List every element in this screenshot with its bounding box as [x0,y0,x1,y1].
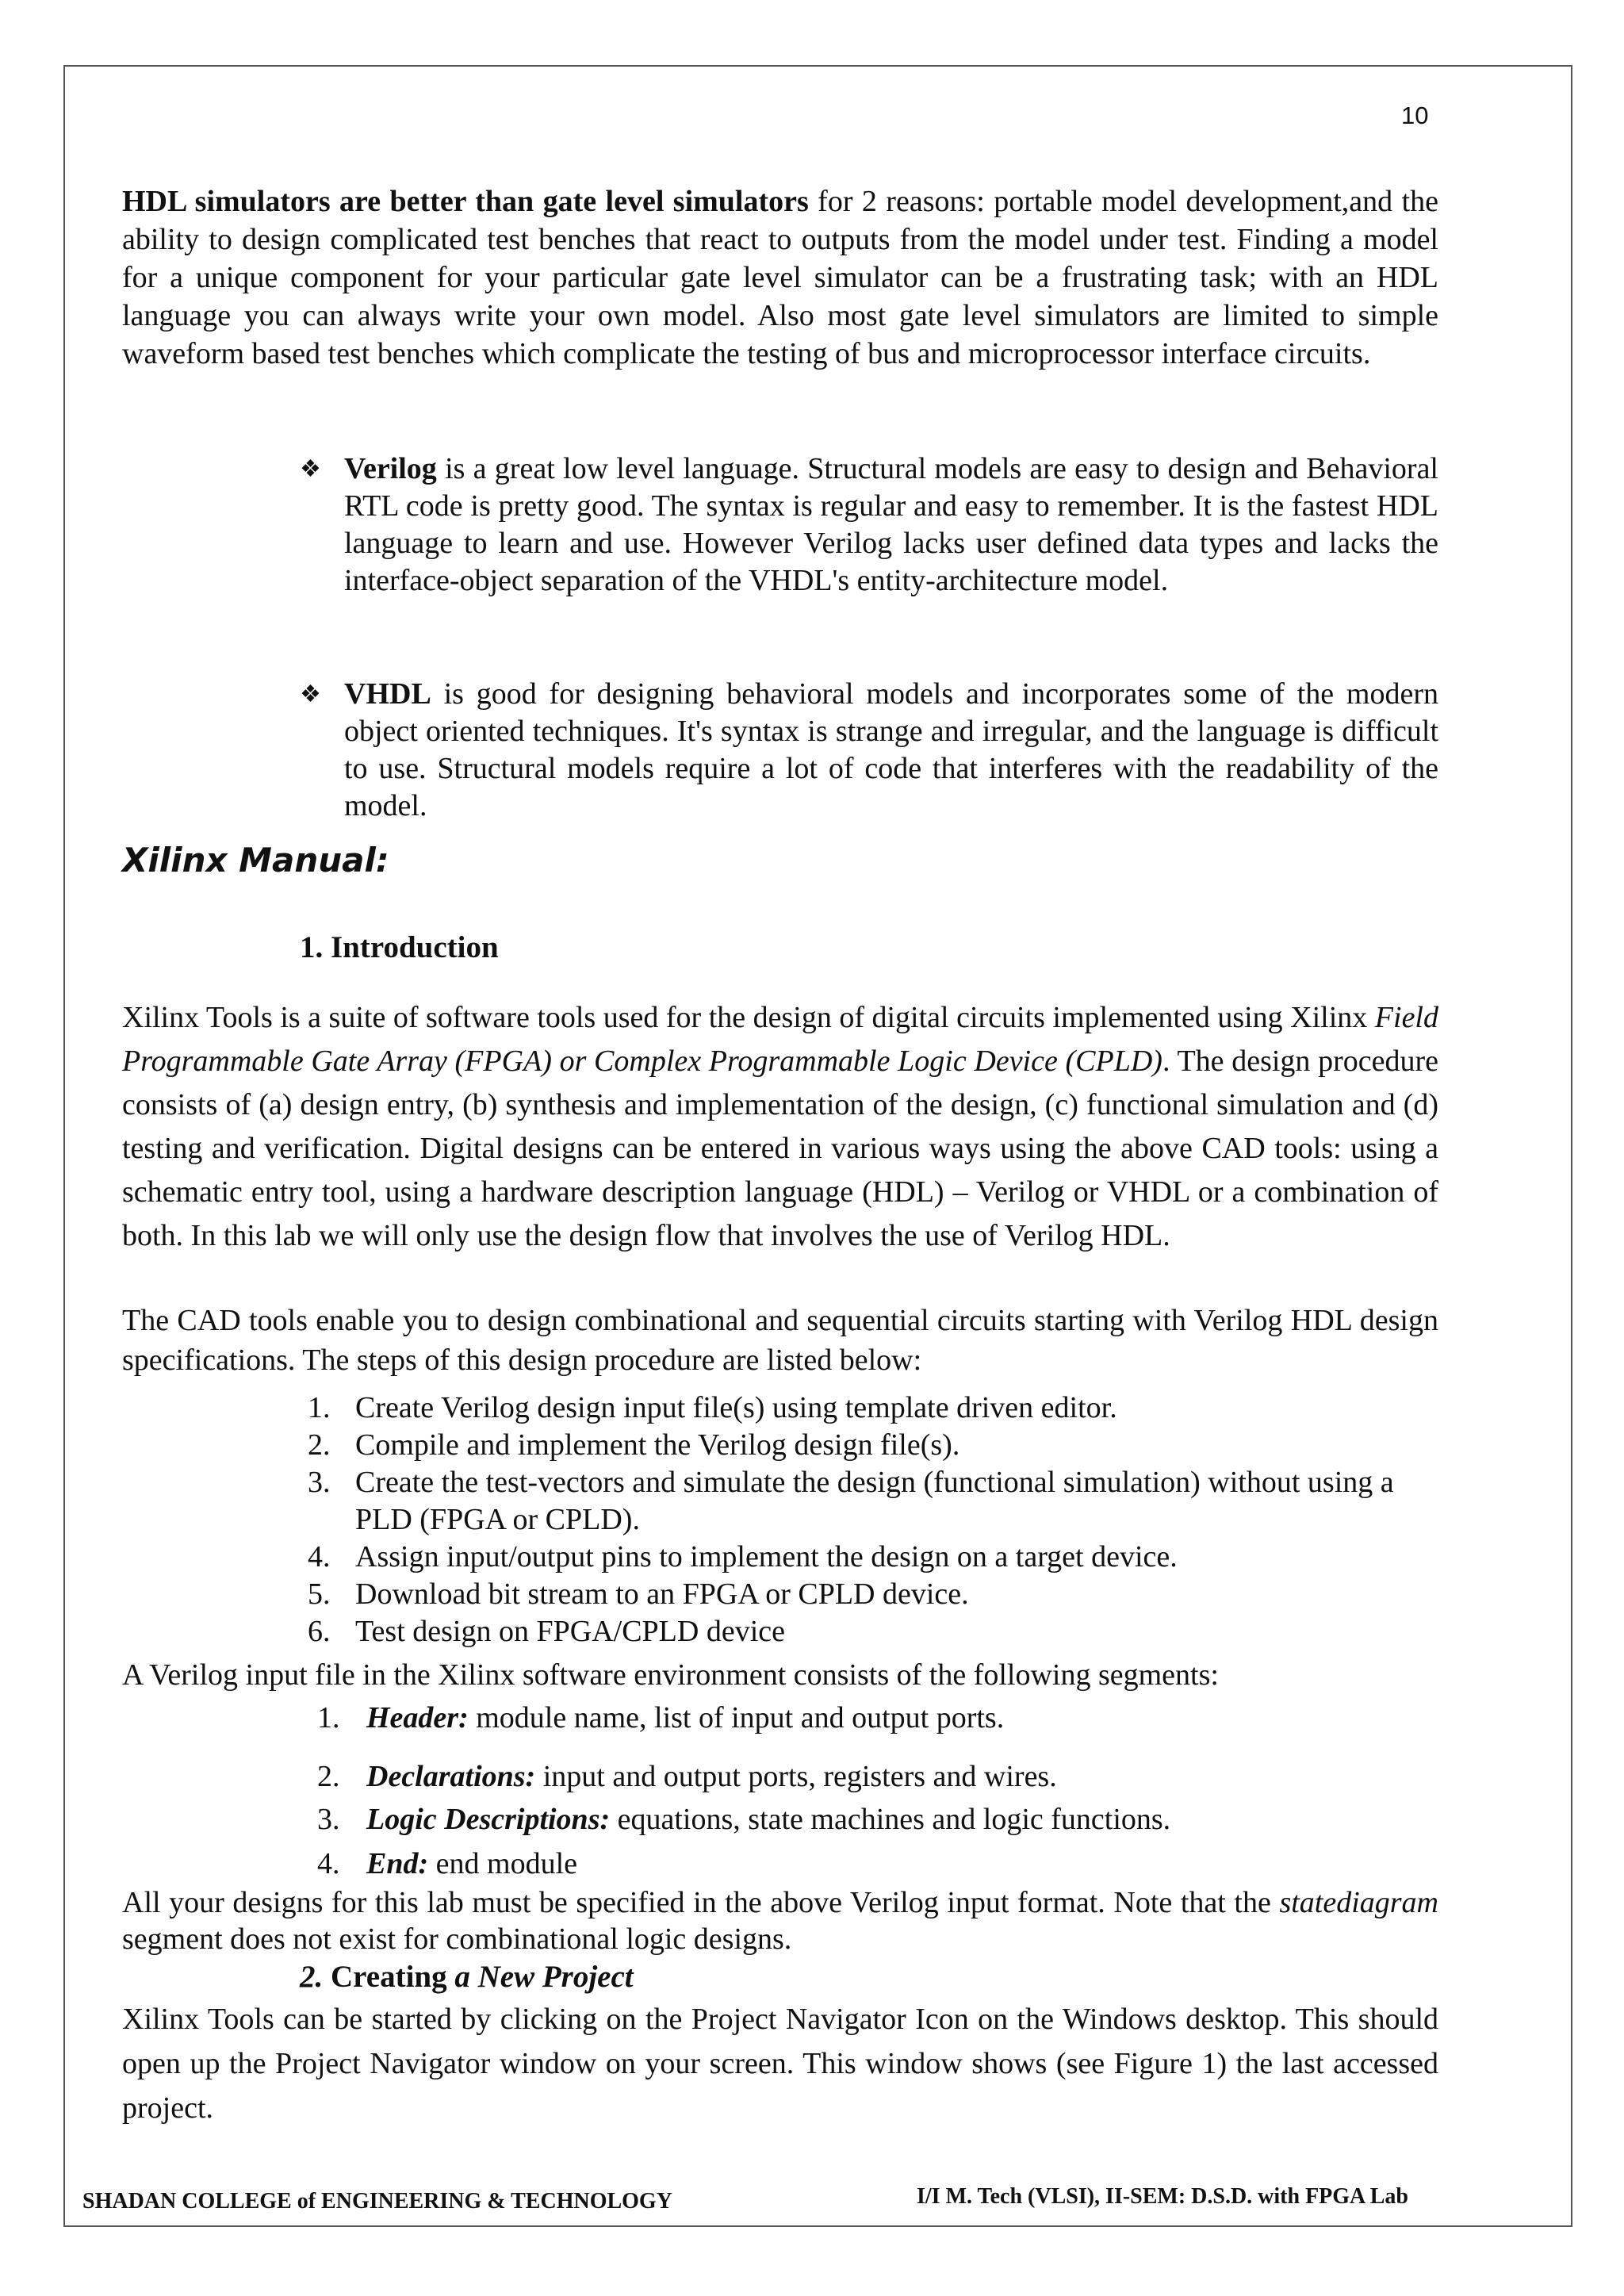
fpga-cpld-term: Field Programmable Gate Array (FPGA) or Complex Programmable Logic Device (CPLD) [122,1001,1438,1078]
list-item: 2. Compile and implement the Verilog design file(s). [308,1428,960,1462]
bullet-vhdl [300,676,1438,825]
diamond-bullet-icon: ❖ [300,456,321,482]
page-number: 10 [1401,102,1429,129]
segments-intro: A Verilog input file in the Xilinx software environment consists of the following segments: [122,1658,1219,1692]
list-item: 6. Test design on FPGA/CPLD device [308,1615,785,1648]
segment-end: 4. End: end module [317,1847,577,1880]
list-item: 4. Assign input/output pins to implement the design on a target device. [308,1540,1178,1573]
paragraph-xilinx-tools: Xilinx Tools is a suite of software tools used for the design of digital circuits implemented using Xilinx Field Programmable Gate Array (FPGA) or Complex Programmable Logic Device (CPLD). The design procedure consists of (a) design entry, (b) synthesis and implementation of the design, (c) functional simulation and (d) testing and verification. Digital designs can be entered in various ways using the above CAD tools: using a schematic entry tool, using a hardware description language (HDL) – Verilog or VHDL or a combination of both. In this lab we will only use the design flow that involves the use of Verilog HDL. [122,1001,1438,1252]
paragraph-lead: HDL simulators are better than gate level simulators [122,185,809,218]
footer-college-name: SHADAN COLLEGE of ENGINEERING & TECHNOLOGY [82,2189,672,2214]
bullet-term: VHDL [344,677,431,711]
segment-header: 1. Header: module name, list of input and output ports. [317,1701,1005,1734]
section-heading-xilinx-manual: Xilinx Manual: [122,841,389,880]
bullet-term: Verilog [344,452,437,485]
paragraph-project-navigator: Xilinx Tools can be started by clicking on the Project Navigator Icon on the Windows desktop. This should open up the Project Navigator window on your screen. This window shows (see Figure 1) the last accessed project. [122,2003,1438,2125]
paragraph-cad-tools: The CAD tools enable you to design combinational and sequential circuits starting with Verilog HDL design specifications. The steps of this design procedure are listed below: [122,1304,1438,1377]
paragraph-hdl-simulators [122,182,1438,373]
design-steps-list [300,1389,1426,1650]
segment-logic-descriptions: 3. Logic Descriptions: equations, state machines and logic functions. [317,1803,1171,1836]
bullet-text: is a great low level language. Structural models are easy to design and Behavioral RTL code is pretty good. The syntax is regular and easy to remember. It is the fastest HDL language to learn and use. However Verilog lacks user defined data types and lacks the interface-object separation of the VHDL's entity-architecture model. [344,452,1438,597]
paragraph-verilog-format: All your designs for this lab must be specified in the above Verilog input format. Note that the statediagram segment does not exist for combinational logic designs. [122,1886,1438,1956]
bullet-verilog [300,450,1438,600]
diamond-bullet-icon: ❖ [300,681,321,707]
subheading-creating-new-project: 2. Creating a New Project [300,1960,634,1994]
footer-course-info: I/I M. Tech (VLSI), II-SEM: D.S.D. with FPGA Lab [917,2184,1408,2209]
list-item: 1. Create Verilog design input file(s) using template driven editor. [308,1391,1117,1424]
paragraph-rest: for 2 reasons: portable model development,and the ability to design complicated test benches that react to outputs from the model under test. Finding a model for a unique component for your particular gate level simulator can be a frustrating task; with an HDL language you can always write your own model. Also most gate level simulators are limited to simple waveform based test benches which complicate the testing of bus and microprocessor interface circuits. [122,185,1438,370]
subheading-introduction: 1. Introduction [300,930,499,964]
list-item: 3. Create the test-vectors and simulate the design (functional simulation) without using a PLD (FPGA or CPLD). [308,1466,1394,1536]
list-item: 5. Download bit stream to an FPGA or CPLD device. [308,1577,969,1611]
segment-declarations: 2. Declarations: input and output ports, registers and wires. [317,1760,1057,1793]
bullet-text: is good for designing behavioral models and incorporates some of the modern object oriented techniques. It's syntax is strange and irregular, and the language is difficult to use. Structural models require a lot of code that interferes with the readability of the model. [344,677,1438,822]
